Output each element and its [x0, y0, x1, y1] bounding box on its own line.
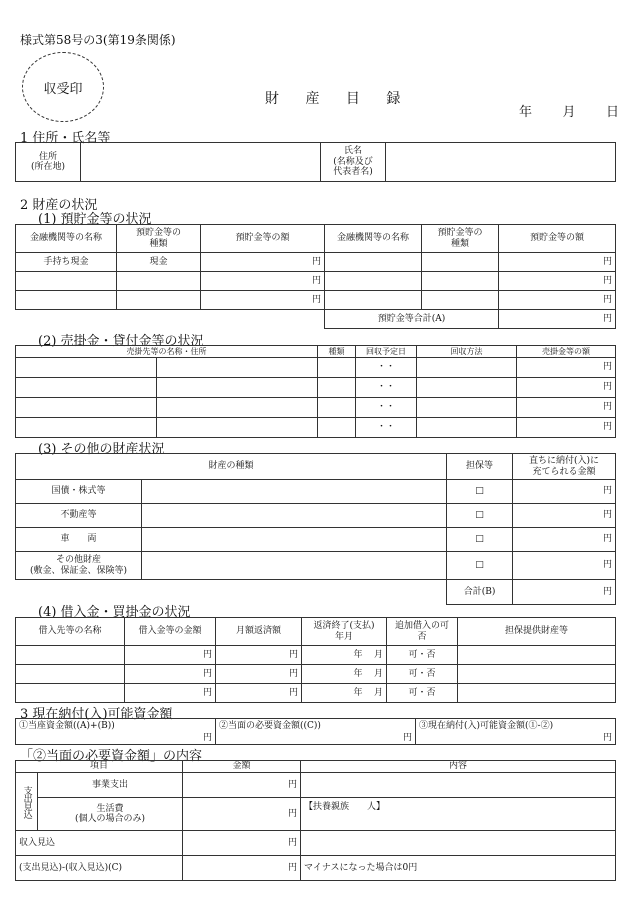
payable-funds-amount[interactable]: 円 [416, 733, 616, 745]
asset-amount[interactable]: 円 [513, 480, 616, 504]
loan-amount[interactable]: 円 [125, 646, 216, 665]
table-row [16, 378, 616, 398]
table-row [16, 358, 616, 378]
year-label: 年 [353, 668, 363, 679]
loans-header-monthly: 月額返済額 [216, 618, 302, 646]
collateral-checkbox[interactable]: □ [447, 504, 513, 528]
other-assets-table [15, 453, 616, 605]
living-expense-label: 生活費 (個人の場合のみ) [38, 798, 183, 831]
lender-field[interactable] [16, 665, 125, 684]
loans-header-additional: 追加借入の可 否 [387, 618, 458, 646]
deposits-total-label: 預貯金等合計(A) [325, 310, 499, 329]
receivables-table [15, 345, 616, 438]
deposit-amount[interactable]: 円 [499, 253, 616, 272]
date-year: 年 [519, 105, 533, 120]
receivable-cell[interactable] [417, 398, 517, 418]
deposit-cell[interactable] [422, 291, 499, 310]
deposits-header-institution-2: 金融機関等の名称 [325, 225, 422, 253]
stamp-label: 収受印 [43, 81, 83, 97]
loans-header-collateral: 担保提供財産等 [458, 618, 616, 646]
asset-type-label: 不動産等 [16, 504, 142, 528]
deposit-cell[interactable] [325, 272, 422, 291]
deposits-header-type: 預貯金等の 種類 [117, 225, 201, 253]
asset-type-label: 車 両 [16, 528, 142, 552]
asset-type-label: 国債・株式等 [16, 480, 142, 504]
breakdown-header-detail: 内容 [301, 761, 616, 773]
monthly-payment[interactable]: 円 [216, 665, 302, 684]
table-row [16, 418, 616, 438]
receivables-header-method: 回収方法 [417, 346, 517, 358]
deposits-header-amount: 預貯金等の額 [201, 225, 325, 253]
business-expense-detail[interactable] [301, 773, 616, 798]
address-table [15, 142, 616, 182]
receivable-amount[interactable]: 円 [517, 418, 616, 438]
form-number: 様式第58号の3(第19条関係) [20, 33, 176, 47]
table-row [16, 665, 616, 684]
month-label: 月 [373, 668, 383, 679]
table-row [16, 291, 616, 310]
receivable-date[interactable]: ・・ [356, 398, 417, 418]
deposit-cell[interactable] [117, 272, 201, 291]
receivable-cell[interactable] [157, 358, 318, 378]
name-label: 氏名 (名称及び 代表者名) [321, 143, 386, 182]
deposit-cell[interactable] [422, 272, 499, 291]
other-assets-heading: (3) その他の財産状況 [38, 442, 165, 457]
current-funds-label: ①当座資金額((A)+(B)) [16, 719, 216, 733]
deposit-cell[interactable] [325, 291, 422, 310]
deposit-cell[interactable] [117, 291, 201, 310]
deposit-cell[interactable] [16, 291, 117, 310]
date-day: 日 [605, 105, 619, 120]
needed-funds-amount[interactable]: 円 [216, 733, 416, 745]
receivables-header-name: 売掛先等の名称・住所 [16, 346, 318, 358]
asset-detail-field[interactable] [142, 528, 447, 552]
difference-amount[interactable]: 円 [183, 856, 301, 881]
other-assets-header-amount: 直ちに納付(入)に 充てられる金額 [513, 454, 616, 480]
receivables-header-type: 種類 [318, 346, 356, 358]
difference-label: (支出見込)-(収入見込)(C) [16, 856, 183, 881]
collateral-checkbox[interactable]: □ [447, 528, 513, 552]
monthly-payment[interactable]: 円 [216, 646, 302, 665]
loans-table [15, 617, 616, 703]
receivables-header-amount: 売掛金等の額 [517, 346, 616, 358]
additional-loan-choice[interactable]: 可・否 [387, 665, 458, 684]
other-assets-total-label: 合計(B) [447, 580, 513, 605]
receivable-cell[interactable] [417, 358, 517, 378]
expense-group-label: 支出見込 [16, 773, 38, 831]
receivable-amount[interactable]: 円 [517, 358, 616, 378]
breakdown-heading: 「②当面の必要資金額」の内容 [20, 749, 203, 764]
receivable-cell[interactable] [16, 358, 157, 378]
needed-funds-label: ②当面の必要資金額((C)) [216, 719, 416, 733]
table-row [16, 253, 616, 272]
current-funds-amount[interactable]: 円 [16, 733, 216, 745]
business-expense-label: 事業支出 [38, 773, 183, 798]
collateral-field[interactable] [458, 684, 616, 703]
date-month: 月 [562, 105, 576, 120]
other-assets-total[interactable]: 円 [513, 580, 616, 605]
receivable-cell[interactable] [16, 378, 157, 398]
breakdown-header-item: 項目 [16, 761, 183, 773]
deposit-cell[interactable] [422, 253, 499, 272]
other-assets-header-collateral: 担保等 [447, 454, 513, 480]
deposit-amount[interactable]: 円 [499, 291, 616, 310]
stamp-circle [22, 52, 104, 122]
receivable-cell[interactable] [417, 378, 517, 398]
collateral-checkbox[interactable]: □ [447, 552, 513, 580]
additional-loan-choice[interactable]: 可・否 [387, 646, 458, 665]
receivable-cell[interactable] [318, 378, 356, 398]
receivable-cell[interactable] [157, 418, 318, 438]
asset-amount[interactable]: 円 [513, 528, 616, 552]
month-label: 月 [373, 687, 383, 698]
receivable-cell[interactable] [318, 418, 356, 438]
deposits-total[interactable]: 円 [499, 310, 616, 329]
address-label: 住所 (所在地) [16, 143, 81, 182]
receivables-header-date: 回収予定日 [356, 346, 417, 358]
income-label: 収入見込 [16, 831, 183, 856]
deposits-header-type-2: 預貯金等の 種類 [422, 225, 499, 253]
income-amount[interactable]: 円 [183, 831, 301, 856]
receivables-heading: (2) 売掛金・貸付金等の状況 [38, 334, 204, 349]
loans-header-amount: 借入金等の金額 [125, 618, 216, 646]
address-field[interactable] [81, 143, 321, 182]
collateral-field[interactable] [458, 665, 616, 684]
loan-amount[interactable]: 円 [125, 665, 216, 684]
deposit-cell[interactable] [325, 253, 422, 272]
month-label: 月 [373, 649, 383, 660]
lender-field[interactable] [16, 684, 125, 703]
collateral-field[interactable] [458, 646, 616, 665]
deposit-cell[interactable]: 現金 [117, 253, 201, 272]
loans-header-end: 返済終了(支払) 年月 [302, 618, 387, 646]
income-detail[interactable] [301, 831, 616, 856]
deposit-amount[interactable]: 円 [201, 253, 325, 272]
repayment-end[interactable] [302, 665, 387, 684]
deposits-heading: (1) 預貯金等の状況 [38, 212, 152, 227]
deposit-cell[interactable]: 手持ち現金 [16, 253, 117, 272]
year-label: 年 [353, 649, 363, 660]
table-row [16, 552, 616, 580]
minus-note: マイナスになった場合は0円 [301, 856, 616, 881]
receivable-cell[interactable] [318, 398, 356, 418]
receivable-date[interactable]: ・・ [356, 418, 417, 438]
other-assets-header-type: 財産の種類 [16, 454, 447, 480]
asset-detail-field[interactable] [142, 552, 447, 580]
page-title: 財 産 目 録 [265, 91, 412, 107]
deposit-amount[interactable]: 円 [499, 272, 616, 291]
asset-detail-field[interactable] [142, 480, 447, 504]
deposit-amount[interactable]: 円 [201, 272, 325, 291]
deposit-cell[interactable] [16, 272, 117, 291]
repayment-end[interactable] [302, 684, 387, 703]
asset-amount[interactable]: 円 [513, 552, 616, 580]
repayment-end[interactable] [302, 646, 387, 665]
loan-amount[interactable]: 円 [125, 684, 216, 703]
table-row [16, 646, 616, 665]
living-expense-amount[interactable]: 円 [183, 798, 301, 831]
table-row [16, 480, 616, 504]
receivable-amount[interactable]: 円 [517, 378, 616, 398]
breakdown-header-amount: 金額 [183, 761, 301, 773]
payable-funds-label: ③現在納付(入)可能資金額(①-②) [416, 719, 616, 733]
section1-heading: 1 住所・氏名等 [20, 131, 111, 146]
table-row [16, 528, 616, 552]
section2-heading: 2 財産の状況 [20, 198, 98, 213]
receivable-cell[interactable] [16, 418, 157, 438]
deposits-table [15, 224, 616, 329]
receivable-cell[interactable] [318, 358, 356, 378]
dependents-field[interactable]: 【扶養親族 人】 [301, 798, 616, 831]
lender-field[interactable] [16, 646, 125, 665]
table-row [16, 398, 616, 418]
asset-amount[interactable]: 円 [513, 504, 616, 528]
breakdown-table [15, 760, 616, 881]
additional-loan-choice[interactable]: 可・否 [387, 684, 458, 703]
section3-heading: 3 現在納付(入)可能資金額 [20, 707, 173, 722]
deposits-header-institution: 金融機関等の名称 [16, 225, 117, 253]
receivable-amount[interactable]: 円 [517, 398, 616, 418]
funds-table [15, 718, 616, 745]
asset-detail-field[interactable] [142, 504, 447, 528]
business-expense-amount[interactable]: 円 [183, 773, 301, 798]
table-row [16, 272, 616, 291]
loans-header-lender: 借入先等の名称 [16, 618, 125, 646]
receivable-date[interactable]: ・・ [356, 378, 417, 398]
date-line [519, 101, 619, 120]
table-row [16, 504, 616, 528]
deposits-header-amount-2: 預貯金等の額 [499, 225, 616, 253]
monthly-payment[interactable]: 円 [216, 684, 302, 703]
year-label: 年 [353, 687, 363, 698]
receivable-cell[interactable] [157, 378, 318, 398]
loans-heading: (4) 借入金・買掛金の状況 [38, 605, 191, 620]
receivable-date[interactable]: ・・ [356, 358, 417, 378]
table-row [16, 684, 616, 703]
deposit-amount[interactable]: 円 [201, 291, 325, 310]
receivable-cell[interactable] [16, 398, 157, 418]
receivable-cell[interactable] [417, 418, 517, 438]
collateral-checkbox[interactable]: □ [447, 480, 513, 504]
receivable-cell[interactable] [157, 398, 318, 418]
asset-type-label: その他財産 (敷金、保証金、保険等) [16, 552, 142, 580]
name-field[interactable] [386, 143, 616, 182]
